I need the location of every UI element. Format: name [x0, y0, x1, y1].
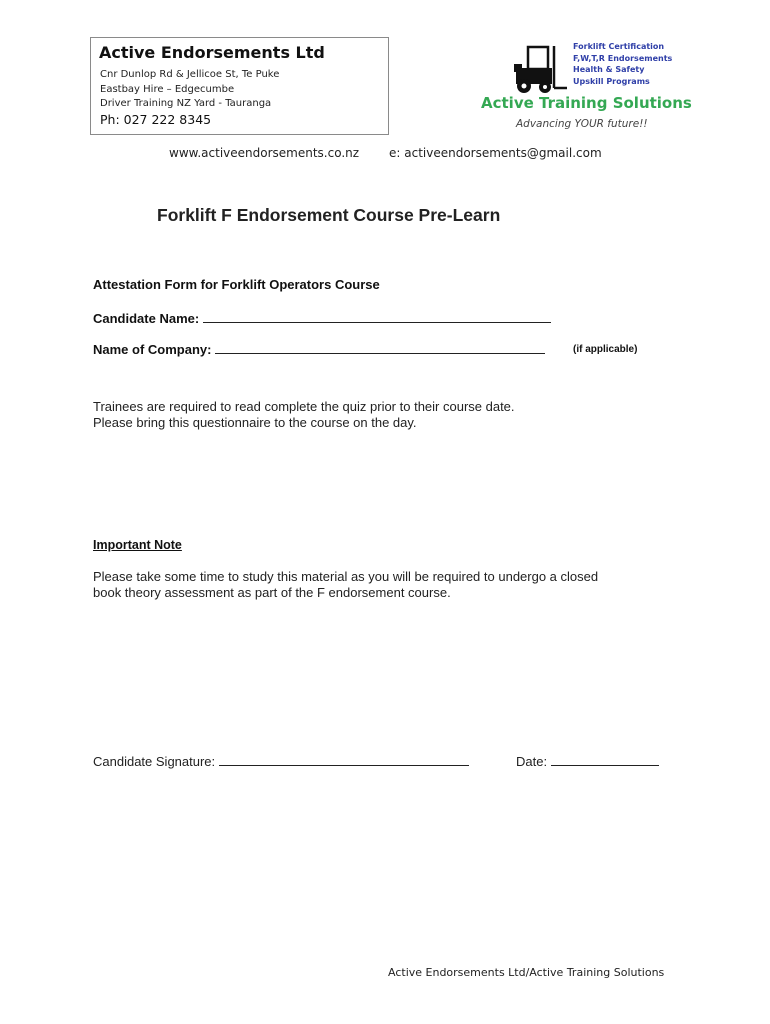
page-title: Forklift F Endorsement Course Pre-Learn [157, 205, 501, 225]
address-line: Cnr Dunlop Rd & Jellicoe St, Te Puke [100, 69, 280, 80]
company-logo [481, 40, 696, 135]
instructions [93, 399, 515, 431]
contact-box [90, 37, 389, 135]
company-name-line[interactable] [215, 341, 545, 354]
instruction-line: Trainees are required to read complete the quiz prior to their course date. [93, 399, 515, 414]
footer: Active Endorsements Ltd/Active Training Solutions [388, 966, 665, 979]
date-line[interactable] [551, 753, 659, 766]
if-applicable-note: (if applicable) [573, 344, 638, 355]
important-note-line: book theory assessment as part of the F endorsement course. [93, 585, 451, 600]
signature-line[interactable] [219, 753, 469, 766]
logo-name: Active Training Solutions [481, 94, 692, 112]
candidate-name-field[interactable] [93, 310, 551, 326]
signature-field[interactable] [93, 753, 469, 769]
address-line: Driver Training NZ Yard - Tauranga [100, 98, 272, 109]
company-name-label: Name of Company: [93, 342, 212, 357]
email-link[interactable]: e: activeendorsements@gmail.com [389, 146, 602, 160]
date-field[interactable] [516, 753, 659, 769]
logo-service-line: Upskill Programs [573, 76, 650, 86]
important-note-heading: Important Note [93, 538, 182, 552]
phone-number: Ph: 027 222 8345 [100, 112, 212, 127]
address-line: Eastbay Hire – Edgecumbe [100, 84, 235, 95]
important-note-text [93, 569, 598, 601]
logo-services [573, 41, 672, 87]
forklift-icon [512, 44, 568, 96]
logo-tagline: Advancing YOUR future!! [516, 118, 648, 130]
important-note-line: Please take some time to study this material as you will be required to undergo a closed [93, 569, 599, 584]
candidate-name-line[interactable] [203, 310, 551, 323]
instruction-line: Please bring this questionnaire to the course on the day. [93, 415, 417, 430]
signature-label: Candidate Signature: [93, 754, 216, 769]
company-name: Active Endorsements Ltd [99, 43, 325, 62]
website-link[interactable]: www.activeendorsements.co.nz [169, 146, 360, 160]
logo-service-line: F,W,T,R Endorsements [573, 53, 673, 63]
logo-service-line: Forklift Certification [573, 42, 665, 51]
date-label: Date: [516, 754, 548, 769]
form-heading: Attestation Form for Forklift Operators Course [93, 277, 380, 292]
company-name-field[interactable] [93, 341, 545, 357]
candidate-name-label: Candidate Name: [93, 311, 200, 326]
logo-service-line: Health & Safety [573, 65, 645, 74]
